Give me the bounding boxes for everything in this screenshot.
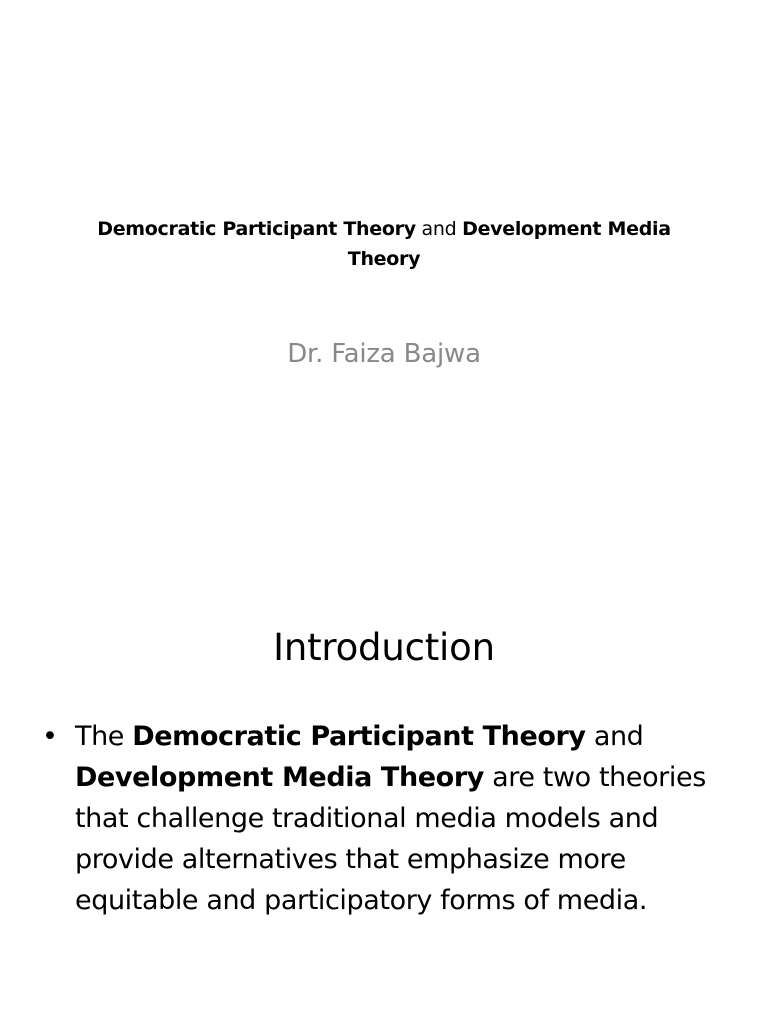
bullet-text-part-2: Democratic Participant Theory <box>132 721 586 752</box>
introduction-slide <box>0 576 768 1024</box>
bullet-text-part-5: are two theories that challenge traditional media models and provide alternatives that emphasize more equitable and participatory forms of media. <box>75 762 706 916</box>
bullet-text-part-3: and <box>585 721 644 752</box>
slide-title <box>84 214 684 274</box>
title-part-3: Development Media Theory <box>347 218 671 270</box>
title-part-2: and <box>415 218 463 240</box>
bullet-text-part-4: Development Media Theory <box>75 762 484 793</box>
title-part-1: Democratic Participant Theory <box>97 218 416 240</box>
bullet-marker: • <box>42 721 58 752</box>
bullet-item <box>42 716 732 921</box>
bullet-list <box>42 716 732 921</box>
slide-heading: Introduction <box>273 626 495 669</box>
bullet-text-part-1: The <box>75 721 133 752</box>
slide-subtitle-author: Dr. Faiza Bajwa <box>287 339 481 369</box>
